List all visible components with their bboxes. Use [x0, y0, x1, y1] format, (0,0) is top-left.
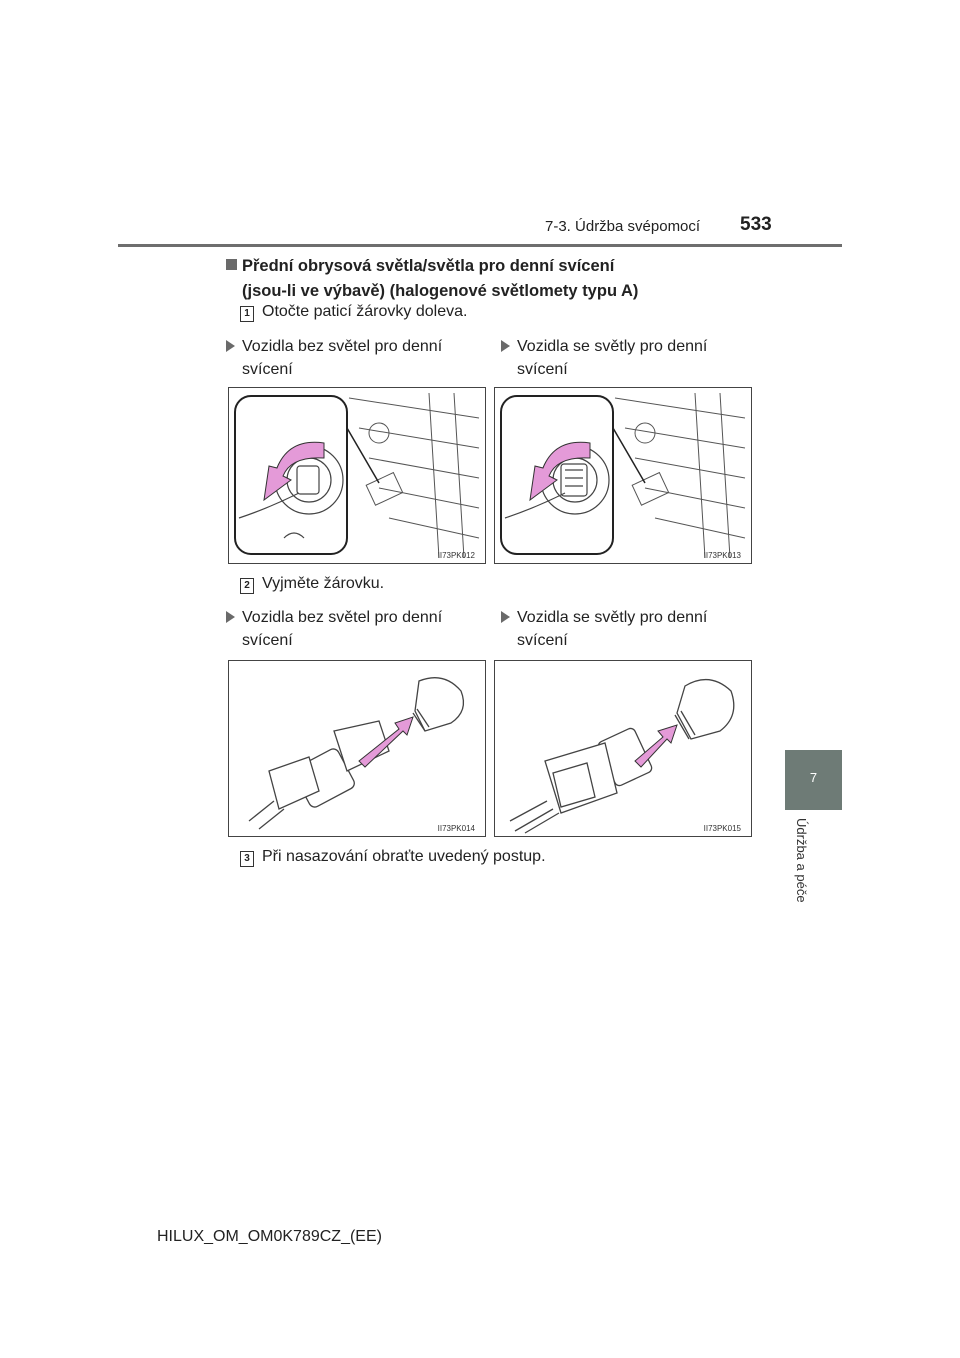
- section-heading: [242, 254, 638, 304]
- step-text-2: Vyjměte žárovku.: [262, 575, 385, 592]
- step-number-2: 2: [240, 578, 254, 594]
- variant-with-drl: Vozidla se světly pro denní svícení: [517, 335, 747, 381]
- triangle-bullet-icon: [226, 340, 235, 352]
- heading-bullet-icon: [226, 259, 237, 270]
- figure-code: II73PK012: [437, 551, 475, 560]
- header-rule: [118, 244, 842, 247]
- heading-line-2: (jsou-li ve výbavě) (halogenové světlomety typu A): [242, 282, 639, 300]
- variant-with-drl: Vozidla se světly pro denní svícení: [517, 606, 747, 652]
- chapter-label: Údržba a péče: [794, 818, 809, 903]
- variant-without-drl: Vozidla bez světel pro denní svícení: [242, 606, 472, 652]
- document-code-footer: HILUX_OM_OM0K789CZ_(EE): [157, 1228, 382, 1245]
- figure-rotate-socket-with-drl: [494, 387, 752, 564]
- heading-line-1: Přední obrysová světla/světla pro denní svícení: [242, 257, 615, 275]
- figure-code: II73PK013: [703, 551, 741, 560]
- triangle-bullet-icon: [226, 611, 235, 623]
- figure-code: II73PK015: [703, 824, 741, 833]
- triangle-bullet-icon: [501, 340, 510, 352]
- page-number: 533: [740, 214, 772, 235]
- step-text-1: Otočte paticí žárovky doleva.: [262, 303, 468, 320]
- figure-code: II73PK014: [437, 824, 475, 833]
- figure-remove-bulb-without-drl: [228, 660, 486, 837]
- figure-remove-bulb-with-drl: [494, 660, 752, 837]
- variant-without-drl: Vozidla bez světel pro denní svícení: [242, 335, 472, 381]
- triangle-bullet-icon: [501, 611, 510, 623]
- section-title: 7-3. Údržba svépomocí: [545, 218, 701, 235]
- step-text-3: Při nasazování obraťte uvedený postup.: [262, 848, 546, 865]
- step-number-1: 1: [240, 306, 254, 322]
- chapter-number: 7: [809, 770, 818, 785]
- step-number-3: 3: [240, 851, 254, 867]
- figure-rotate-socket-without-drl: [228, 387, 486, 564]
